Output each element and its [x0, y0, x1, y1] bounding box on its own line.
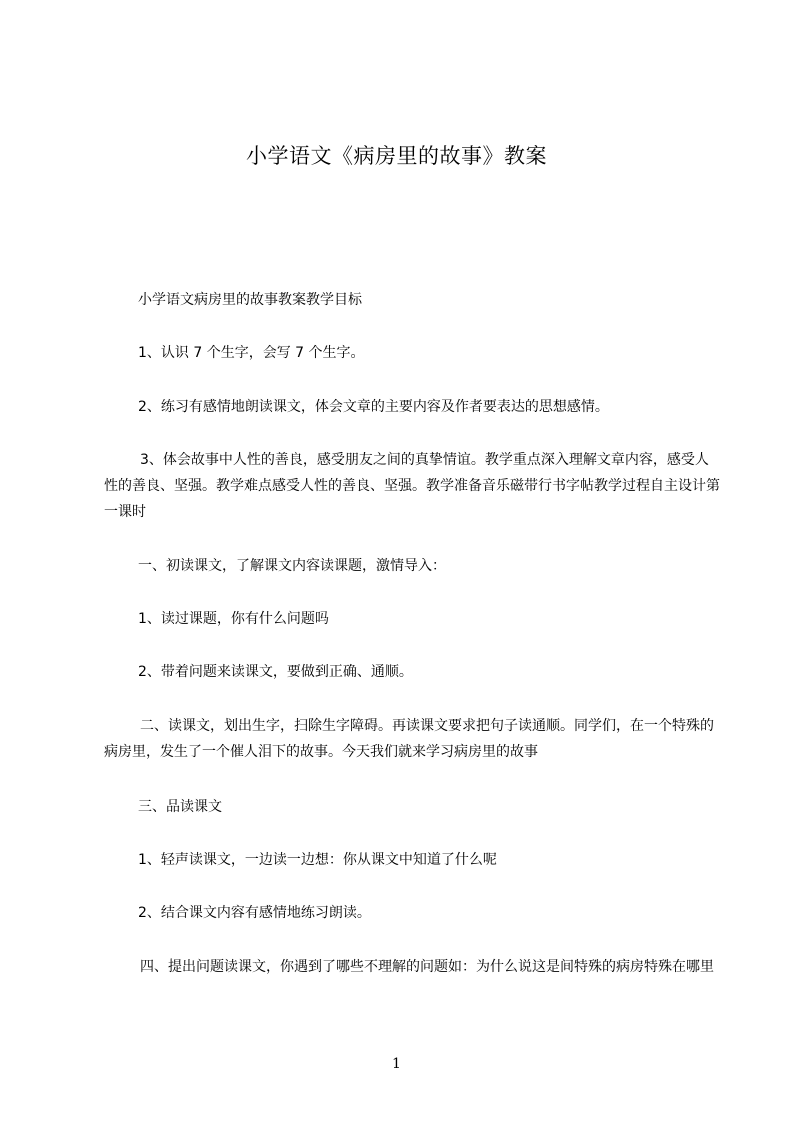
paragraph-objectives-heading: 小学语文病房里的故事教案教学目标 — [138, 292, 362, 308]
page-number: 1 — [392, 1056, 401, 1072]
paragraph-section-3-item-2: 2、结合课文内容有感情地练习朗读。 — [138, 905, 371, 921]
paragraph-section-1: 一、初读课文，了解课文内容读课题，激情导入： — [138, 558, 446, 574]
paragraph-section-2: 二、读课文，划出生字，扫除生字障碍。再读课文要求把句子读通顺。同学们，在一个特殊的病房里，发生了一个催人泪下的故事。今天我们就来学习病房里的故事 — [104, 718, 714, 760]
paragraph-objective-2: 2、练习有感情地朗读课文，体会文章的主要内容及作者要表达的思想感情。 — [138, 399, 609, 415]
paragraph-section-1-item-2: 2、带着问题来读课文，要做到正确、通顺。 — [138, 664, 413, 680]
paragraph-section-3-item-1: 1、轻声读课文，一边读一边想：你从课文中知道了什么呢 — [138, 852, 497, 868]
paragraph-section-1-item-1: 1、读过课题，你有什么问题吗 — [138, 611, 329, 627]
document-title: 小学语文《病房里的故事》教案 — [246, 144, 547, 168]
paragraph-section-4: 四、提出问题读课文，你遇到了哪些不理解的问题如：为什么说这是间特殊的病房特殊在哪里 — [140, 959, 714, 975]
paragraph-objective-1: 1、认识 7 个生字，会写 7 个生字。 — [138, 345, 365, 361]
paragraph-objective-3: 3、体会故事中人性的善良，感受朋友之间的真挚情谊。教学重点深入理解文章内容，感受人性的善良、坚强。教学难点感受人性的善良、坚强。教学准备音乐磁带行书字帖教学过程自主设计第一课时 — [104, 452, 720, 520]
paragraph-section-3: 三、品读课文 — [138, 799, 222, 815]
